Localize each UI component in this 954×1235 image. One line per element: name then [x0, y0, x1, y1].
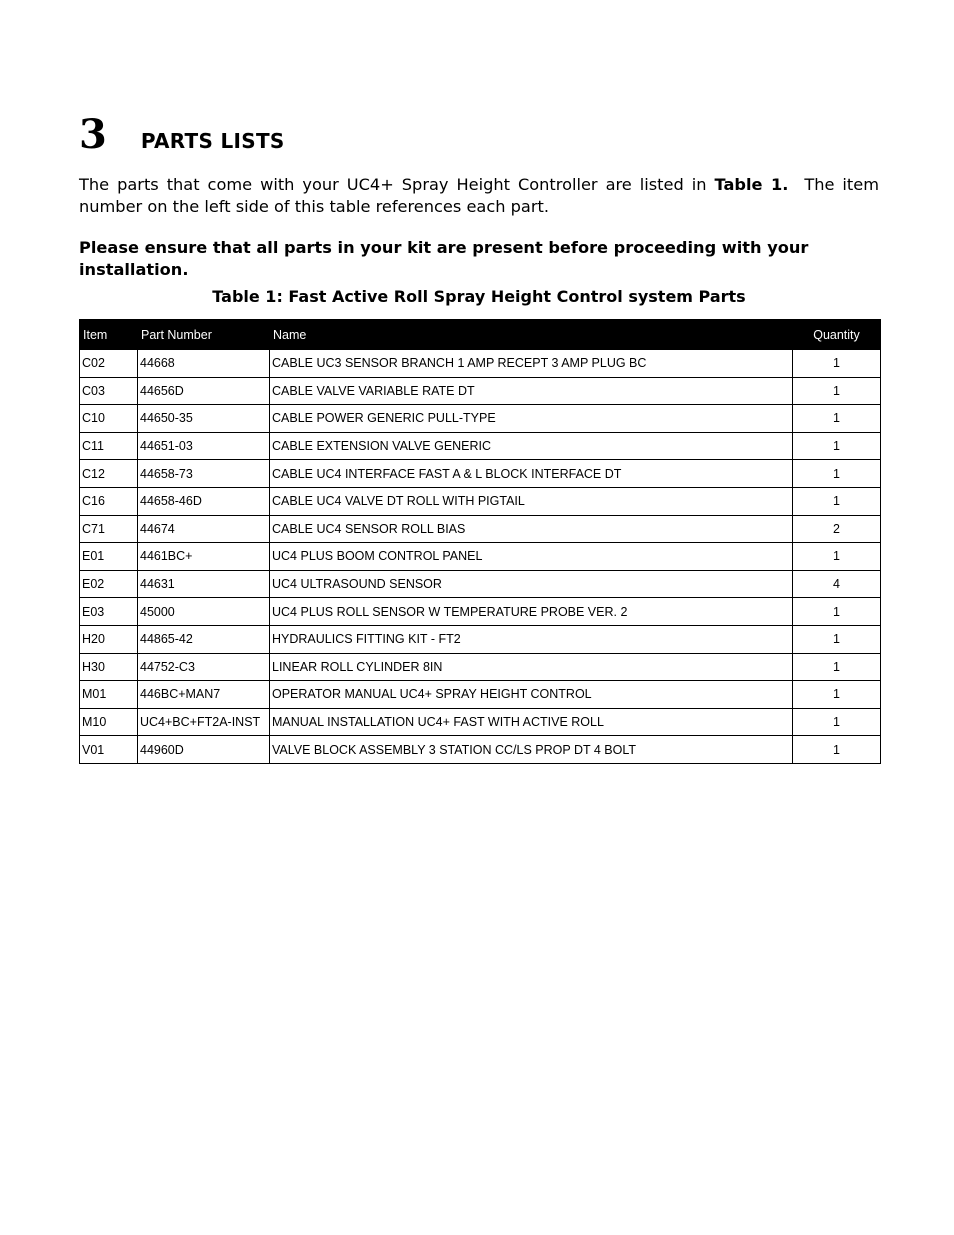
- intro-paragraph: [79, 174, 885, 218]
- cell-item: C11: [80, 432, 138, 460]
- cell-part-number: 45000: [138, 598, 270, 626]
- notice-paragraph: Please ensure that all parts in your kit are present before proceeding with your installation.: [79, 238, 809, 279]
- table-row: [80, 350, 881, 378]
- parts-table-body: [80, 350, 881, 764]
- cell-part-number: 446BC+MAN7: [138, 681, 270, 709]
- table-row: [80, 708, 881, 736]
- cell-item: H30: [80, 653, 138, 681]
- table-row: [80, 460, 881, 488]
- cell-item: E01: [80, 543, 138, 571]
- cell-name: HYDRAULICS FITTING KIT - FT2: [270, 625, 793, 653]
- cell-quantity: 1: [793, 460, 881, 488]
- cell-quantity: 4: [793, 570, 881, 598]
- table-row: [80, 653, 881, 681]
- cell-name: MANUAL INSTALLATION UC4+ FAST WITH ACTIVE ROLL: [270, 708, 793, 736]
- cell-quantity: 2: [793, 515, 881, 543]
- header-item: Item: [80, 320, 138, 350]
- section-heading: [79, 112, 285, 158]
- table-row: [80, 515, 881, 543]
- cell-quantity: 1: [793, 377, 881, 405]
- cell-name: UC4 PLUS BOOM CONTROL PANEL: [270, 543, 793, 571]
- header-part-number: Part Number: [138, 320, 270, 350]
- cell-name: CABLE VALVE VARIABLE RATE DT: [270, 377, 793, 405]
- cell-part-number: 44658-73: [138, 460, 270, 488]
- cell-quantity: 1: [793, 432, 881, 460]
- table-row: [80, 405, 881, 433]
- cell-part-number: UC4+BC+FT2A-INST: [138, 708, 270, 736]
- table-row: [80, 625, 881, 653]
- cell-item: C02: [80, 350, 138, 378]
- cell-quantity: 1: [793, 350, 881, 378]
- cell-item: H20: [80, 625, 138, 653]
- cell-item: M10: [80, 708, 138, 736]
- table-caption: Table 1: Fast Active Roll Spray Height Control system Parts: [212, 287, 746, 306]
- cell-quantity: 1: [793, 405, 881, 433]
- table-row: [80, 681, 881, 709]
- cell-item: C03: [80, 377, 138, 405]
- table-row: [80, 487, 881, 515]
- cell-item: M01: [80, 681, 138, 709]
- cell-quantity: 1: [793, 543, 881, 571]
- table-row: [80, 377, 881, 405]
- cell-part-number: 44658-46D: [138, 487, 270, 515]
- cell-name: OPERATOR MANUAL UC4+ SPRAY HEIGHT CONTROL: [270, 681, 793, 709]
- cell-item: C16: [80, 487, 138, 515]
- parts-table: [79, 319, 881, 764]
- cell-part-number: 44650-35: [138, 405, 270, 433]
- cell-name: CABLE EXTENSION VALVE GENERIC: [270, 432, 793, 460]
- cell-quantity: 1: [793, 681, 881, 709]
- cell-part-number: 44960D: [138, 736, 270, 764]
- cell-quantity: 1: [793, 708, 881, 736]
- cell-item: C71: [80, 515, 138, 543]
- header-name: Name: [270, 320, 793, 350]
- cell-name: CABLE UC4 SENSOR ROLL BIAS: [270, 515, 793, 543]
- cell-part-number: 44752-C3: [138, 653, 270, 681]
- intro-text-before: The parts that come with your UC4+ Spray Height Controller are listed in: [79, 175, 715, 194]
- cell-name: UC4 PLUS ROLL SENSOR W TEMPERATURE PROBE VER. 2: [270, 598, 793, 626]
- table-row: [80, 543, 881, 571]
- cell-part-number: 44631: [138, 570, 270, 598]
- cell-part-number: 4461BC+: [138, 543, 270, 571]
- cell-part-number: 44674: [138, 515, 270, 543]
- cell-name: LINEAR ROLL CYLINDER 8IN: [270, 653, 793, 681]
- table-header-row: [80, 320, 881, 350]
- cell-quantity: 1: [793, 487, 881, 515]
- cell-name: CABLE UC4 VALVE DT ROLL WITH PIGTAIL: [270, 487, 793, 515]
- cell-item: E02: [80, 570, 138, 598]
- cell-quantity: 1: [793, 598, 881, 626]
- header-quantity: Quantity: [793, 320, 881, 350]
- cell-name: UC4 ULTRASOUND SENSOR: [270, 570, 793, 598]
- cell-name: CABLE POWER GENERIC PULL-TYPE: [270, 405, 793, 433]
- table-row: [80, 736, 881, 764]
- table-reference: Table 1.: [714, 175, 789, 194]
- cell-item: C10: [80, 405, 138, 433]
- cell-part-number: 44656D: [138, 377, 270, 405]
- cell-name: CABLE UC3 SENSOR BRANCH 1 AMP RECEPT 3 AMP PLUG BC: [270, 350, 793, 378]
- cell-item: V01: [80, 736, 138, 764]
- table-row: [80, 432, 881, 460]
- intro-text-after: The item number on the left side of this table references each part.: [79, 175, 885, 216]
- section-title: PARTS LISTS: [140, 129, 285, 153]
- cell-quantity: 1: [793, 625, 881, 653]
- cell-name: VALVE BLOCK ASSEMBLY 3 STATION CC/LS PROP DT 4 BOLT: [270, 736, 793, 764]
- section-number: 3: [79, 111, 107, 158]
- cell-part-number: 44668: [138, 350, 270, 378]
- cell-part-number: 44865-42: [138, 625, 270, 653]
- cell-item: E03: [80, 598, 138, 626]
- cell-quantity: 1: [793, 736, 881, 764]
- cell-part-number: 44651-03: [138, 432, 270, 460]
- table-row: [80, 570, 881, 598]
- cell-name: CABLE UC4 INTERFACE FAST A & L BLOCK INTERFACE DT: [270, 460, 793, 488]
- cell-item: C12: [80, 460, 138, 488]
- cell-quantity: 1: [793, 653, 881, 681]
- table-row: [80, 598, 881, 626]
